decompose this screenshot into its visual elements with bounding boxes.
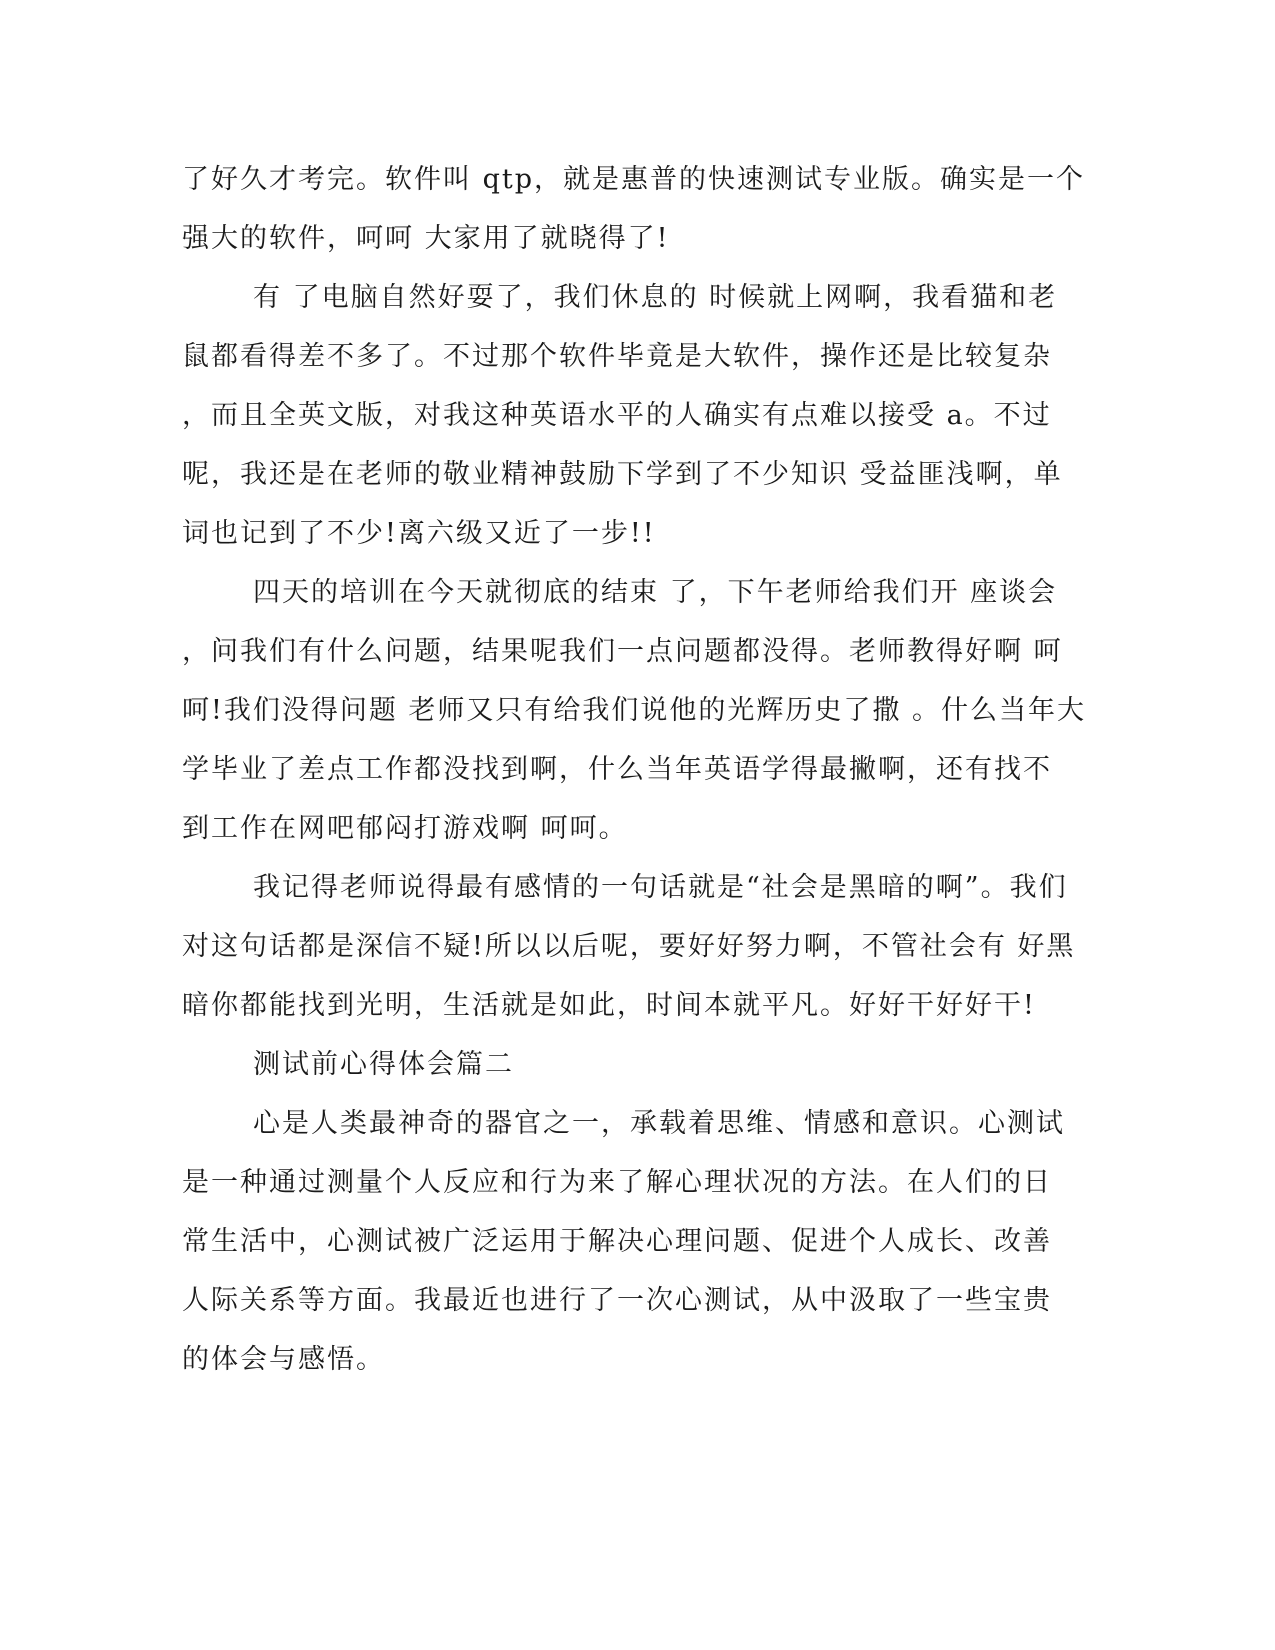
paragraph-2-line-3: ，而且全英文版，对我这种英语水平的人确实有点难以接受 a。不过 bbox=[182, 400, 1052, 431]
paragraph-5-line-5: 的体会与感悟。 bbox=[182, 1344, 385, 1375]
paragraph-5-line-1: 心是人类最神奇的器官之一，承载着思维、情感和意识。心测试 bbox=[253, 1108, 1065, 1139]
paragraph-4-line-2: 对这句话都是深信不疑!所以以后呢，要好好努力啊，不管社会有 好黑 bbox=[182, 931, 1076, 962]
paragraph-5-line-4: 人际关系等方面。我最近也进行了一次心测试，从中汲取了一些宝贵 bbox=[182, 1285, 1052, 1316]
paragraph-3-line-5: 到工作在网吧郁闷打游戏啊 呵呵。 bbox=[182, 813, 628, 844]
paragraph-4-line-1: 我记得老师说得最有感情的一句话就是“社会是黑暗的啊”。我们 bbox=[253, 872, 1068, 903]
paragraph-3-line-1: 四天的培训在今天就彻底的结束 了，下午老师给我们开 座谈会 bbox=[253, 577, 1058, 608]
paragraph-2-line-1: 有 了电脑自然好耍了，我们休息的 时候就上网啊，我看猫和老 bbox=[253, 282, 1058, 313]
paragraph-2-line-4: 呢，我还是在老师的敬业精神鼓励下学到了不少知识 受益匪浅啊，单 bbox=[182, 459, 1063, 490]
paragraph-5-line-2: 是一种通过测量个人反应和行为来了解心理状况的方法。在人们的日 bbox=[182, 1167, 1052, 1198]
paragraph-4-line-3: 暗你都能找到光明，生活就是如此，时间本就平凡。好好干好好干! bbox=[182, 990, 1036, 1021]
paragraph-3-line-3: 呵!我们没得问题 老师又只有给我们说他的光辉历史了撒 。什么当年大 bbox=[182, 695, 1087, 726]
paragraph-3-line-4: 学毕业了差点工作都没找到啊，什么当年英语学得最撇啊，还有找不 bbox=[182, 754, 1052, 785]
paragraph-2-line-5: 词也记到了不少!离六级又近了一步!! bbox=[182, 518, 656, 549]
paragraph-3-line-2: ，问我们有什么问题，结果呢我们一点问题都没得。老师教得好啊 呵 bbox=[182, 636, 1063, 667]
section-heading: 测试前心得体会篇二 bbox=[253, 1049, 514, 1080]
paragraph-5-line-3: 常生活中，心测试被广泛运用于解决心理问题、促进个人成长、改善 bbox=[182, 1226, 1052, 1257]
text-line-1: 了好久才考完。软件叫 qtp，就是惠普的快速测试专业版。确实是一个 bbox=[182, 164, 1085, 195]
paragraph-2-line-2: 鼠都看得差不多了。不过那个软件毕竟是大软件，操作还是比较复杂 bbox=[182, 341, 1052, 372]
text-line-2: 强大的软件，呵呵 大家用了就晓得了! bbox=[182, 223, 670, 254]
